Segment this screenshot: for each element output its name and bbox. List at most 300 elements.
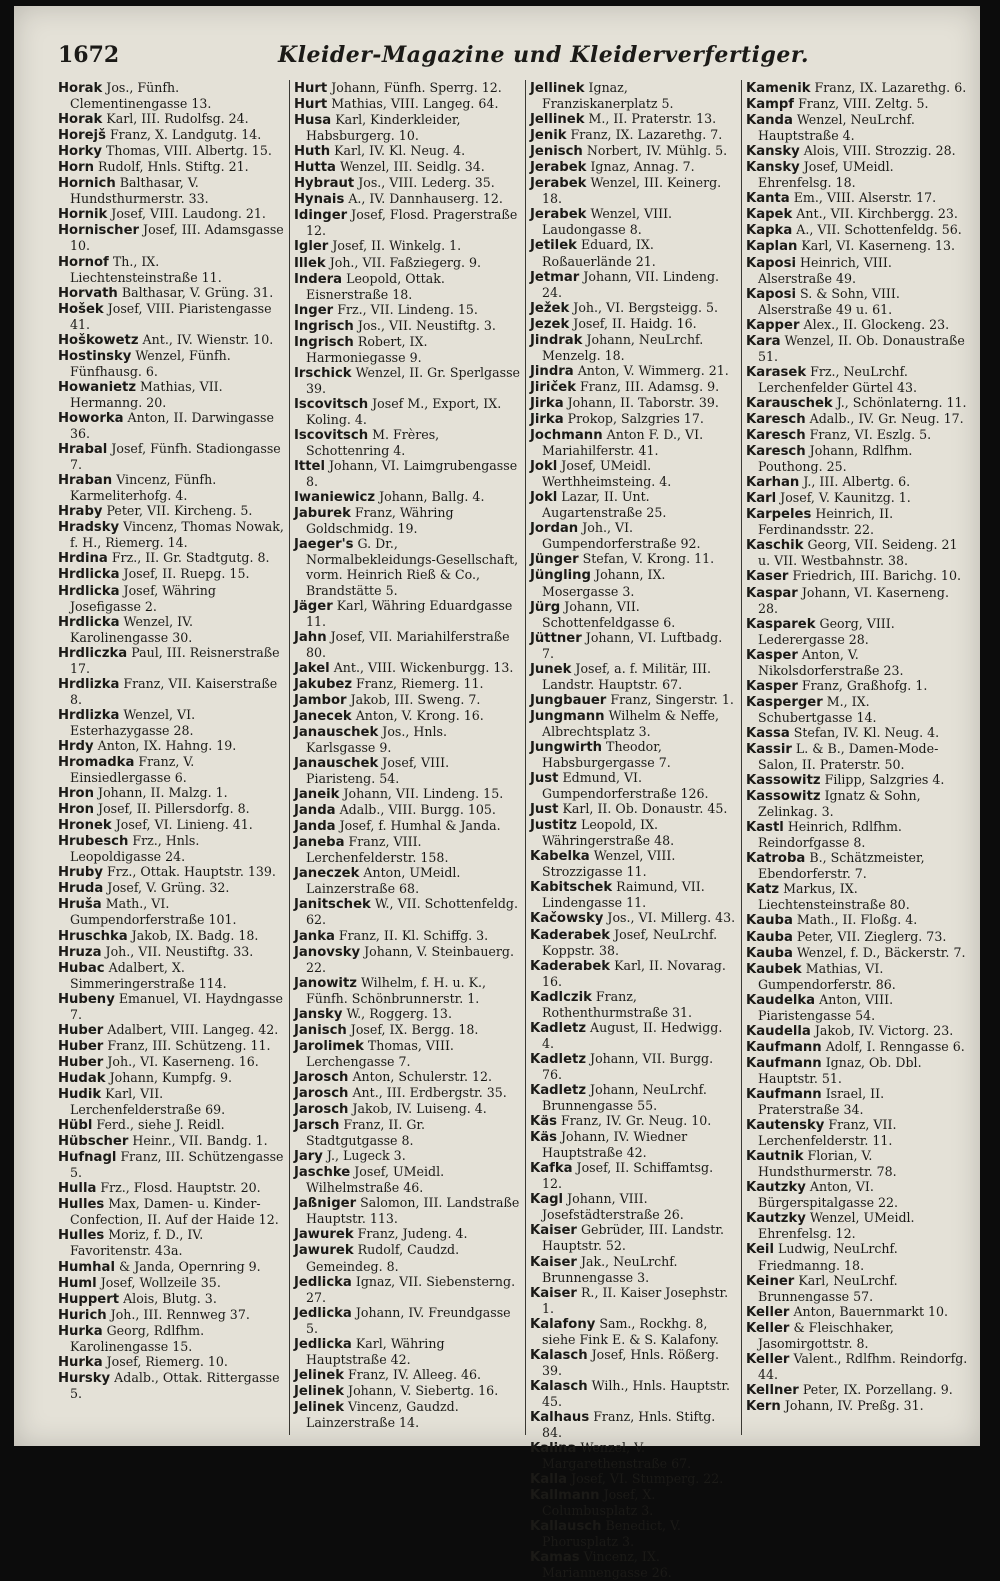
entry-details: Franz, Judeng. 4. <box>357 1226 468 1242</box>
entry-surname: Iscovitsch <box>294 396 369 412</box>
entry-details: Johann, VII. Burgg. 76. <box>542 1050 714 1082</box>
entry-details: Frz., VII. Lindeng. 15. <box>337 301 478 317</box>
entry-surname: Jenik <box>530 128 567 144</box>
directory-entry <box>58 944 284 960</box>
entry-surname: Janisch <box>294 1022 347 1038</box>
directory-entry <box>58 1275 284 1291</box>
directory-entry <box>746 772 968 788</box>
directory-entry <box>294 1226 520 1242</box>
directory-entry <box>746 616 968 647</box>
entry-surname: Janda <box>294 819 336 835</box>
entry-details: Franz, III. Adamsg. 9. <box>580 378 720 394</box>
entry-surname: Kampf <box>746 97 795 113</box>
entry-surname: Kaudella <box>746 1023 811 1039</box>
entry-details: Robert, IX. Harmoniegasse 9. <box>306 333 428 365</box>
entry-details: Karl, VII. Lerchenfelderstraße 69. <box>70 1086 226 1118</box>
entry-details: Ignatz & Sohn, Zelinkag. 3. <box>758 788 921 820</box>
entry-surname: Kagl <box>530 1192 564 1208</box>
directory-entry <box>58 127 284 143</box>
entry-details: Mathias, VIII. Langeg. 64. <box>331 96 499 112</box>
entry-details: Ignaz, Annag. 7. <box>590 159 695 175</box>
entry-surname: Hraban <box>58 473 113 489</box>
directory-entry <box>746 255 968 286</box>
directory-entry <box>746 411 968 427</box>
entry-details: Franz, VI. Eszlg. 5. <box>809 427 932 443</box>
entry-details: Wenzel, UMeidl. Ehrenfelsg. 12. <box>758 1210 915 1242</box>
entry-details: Josef, Währing Josefigasse 2. <box>70 582 216 614</box>
directory-entry <box>58 1070 284 1086</box>
entry-details: Franz, II. Gr. Stadtgutgasse 8. <box>306 1117 426 1149</box>
entry-details: Gebrüder, III. Landstr. Hauptstr. 52. <box>542 1222 724 1254</box>
directory-entry <box>58 410 284 441</box>
entry-details: Anton, VIII. Piaristengasse 54. <box>758 991 894 1023</box>
entry-surname: Janitschek <box>294 897 371 913</box>
entry-details: R., II. Kaiser Josephstr. 1. <box>542 1284 729 1316</box>
directory-entry <box>294 676 520 692</box>
directory-entry <box>294 865 520 896</box>
entry-surname: Hraby <box>58 504 103 520</box>
entry-surname: Kauba <box>746 929 793 945</box>
entry-details: Johann, Kumpfg. 9. <box>109 1069 233 1085</box>
entry-details: Johann, IV. Wiedner Hauptstraße 42. <box>542 1129 688 1161</box>
directory-entry <box>530 1549 736 1580</box>
entry-surname: Kautensky <box>746 1118 825 1134</box>
directory-entry <box>294 1148 520 1164</box>
entry-details: Johann, VII. Lindeng. 24. <box>542 268 720 300</box>
directory-entry <box>746 474 968 490</box>
directory-entry <box>746 222 968 238</box>
entry-surname: Iscovitsch <box>294 428 369 444</box>
entry-surname: Kasperger <box>746 694 823 710</box>
column-4 <box>746 80 968 1438</box>
directory-entry <box>530 489 736 520</box>
entry-details: Heinrich, Rdlfhm. Reindorfgasse 8. <box>758 819 902 851</box>
entry-details: Johann, II. Taborstr. 39. <box>567 394 719 410</box>
entry-details: Johann, NeuLrchf. Menzelg. 18. <box>542 331 704 363</box>
entry-details: Prokop, Salzgries 17. <box>567 410 704 426</box>
directory-entry <box>746 443 968 474</box>
entry-surname: Kamas <box>530 1550 580 1566</box>
entry-details: Josef, NeuLrchf. Koppstr. 38. <box>542 926 718 958</box>
entry-surname: Indera <box>294 271 343 287</box>
entry-surname: Kauba <box>746 945 793 961</box>
entry-surname: Jaburek <box>294 506 351 522</box>
entry-surname: Horak <box>58 112 103 128</box>
entry-details: Rudolf, Hnls. Stiftg. 21. <box>98 159 249 175</box>
entry-details: Anton, II. Darwingasse 36. <box>70 409 274 442</box>
entry-surname: Jedlicka <box>294 1336 352 1352</box>
entry-surname: Janauschek <box>294 724 379 740</box>
directory-entry <box>294 238 520 254</box>
entry-surname: Janka <box>294 928 335 944</box>
entry-surname: Kaposi <box>746 286 796 302</box>
entry-details: Anton, IX. Hahng. 19. <box>97 737 237 753</box>
entry-details: Josef M., Export, IX. Koling. 4. <box>306 395 502 427</box>
entry-details: Frz., II. Gr. Stadtgutg. 8. <box>111 550 270 566</box>
entry-details: Eduard, IX. Roßauerlände 21. <box>542 237 656 269</box>
directory-entry <box>746 96 968 112</box>
entry-surname: Kaser <box>746 569 789 585</box>
entry-surname: Horn <box>58 160 94 176</box>
directory-entry <box>530 661 736 692</box>
entry-surname: Jäger <box>294 598 333 614</box>
entry-details: Anton, UMeidl. Lainzerstraße 68. <box>306 865 461 897</box>
entry-surname: Hostinsky <box>58 348 132 364</box>
entry-details: Balthasar, V. Grüng. 31. <box>121 284 274 300</box>
directory-entry <box>530 332 736 363</box>
entry-details: Georg, VIII. Lederergasse 28. <box>758 615 895 647</box>
directory-entry <box>746 537 968 568</box>
directory-entry <box>58 614 284 645</box>
directory-entry <box>530 692 736 708</box>
entry-surname: Kabelka <box>530 849 590 865</box>
entry-surname: Janeczek <box>294 866 360 882</box>
directory-entry <box>294 505 520 536</box>
entry-details: Wenzel, NeuLrchf. Hauptstraße 4. <box>758 112 915 144</box>
entry-details: Josef, UMeidl. Ehrenfelsg. 18. <box>758 159 894 191</box>
entry-details: Frz., NeuLrchf. Lerchenfelder Gürtel 43. <box>758 363 918 395</box>
entry-details: Lazar, II. Unt. Augartenstraße 25. <box>542 489 667 521</box>
entry-details: Vincenz, Thomas Nowak, f. H., Riemerg. 14. <box>70 519 284 551</box>
entry-details: Joh., III. Rennweg 37. <box>110 1306 250 1322</box>
entry-surname: Kastl <box>746 820 784 836</box>
entry-surname: Jakubez <box>294 676 353 692</box>
entry-details: Raimund, VII. Lindengasse 11. <box>542 879 705 911</box>
directory-entry <box>746 678 968 694</box>
directory-entry <box>746 725 968 741</box>
directory-entry <box>294 598 520 629</box>
entry-surname: Jerabek <box>530 160 587 176</box>
entry-details: L. & B., Damen-Mode-Salon, II. Praterstr. 50. <box>758 740 939 773</box>
directory-entry <box>746 317 968 333</box>
directory-entry <box>746 427 968 443</box>
entry-surname: Huber <box>58 1054 104 1070</box>
directory-entry <box>58 1227 284 1258</box>
entry-details: Franz, Rothenthurmstraße 31. <box>542 988 692 1020</box>
entry-surname: Huppert <box>58 1291 120 1307</box>
directory-entry <box>530 1129 736 1160</box>
entry-surname: Jirka <box>530 411 564 427</box>
entry-surname: Jindra <box>530 363 574 379</box>
entry-details: Wenzel, VIII. Laudongasse 8. <box>542 206 673 238</box>
entry-details: Wenzel, f. D., Bäckerstr. 7. <box>796 944 966 960</box>
entry-surname: Kasper <box>746 678 798 694</box>
entry-details: Thomas, VIII. Lerchengasse 7. <box>306 1037 454 1069</box>
entry-surname: Katroba <box>746 851 806 867</box>
directory-entry <box>746 80 968 96</box>
entry-details: Jos., VI. Millerg. 43. <box>607 910 736 926</box>
entry-details: Johann, VI. Luftbadg. 7. <box>542 629 723 661</box>
entry-details: Joh., VI. Gumpendorferstraße 92. <box>542 520 701 552</box>
directory-entry <box>294 1085 520 1101</box>
directory-entry <box>294 427 520 458</box>
entry-surname: Janowitz <box>294 975 357 991</box>
directory-entry <box>294 708 520 724</box>
entry-surname: Huber <box>58 1038 104 1054</box>
entry-details: Josef, V. Grüng. 32. <box>107 880 230 896</box>
directory-entry <box>58 1323 284 1354</box>
directory-entry <box>746 1351 968 1382</box>
entry-surname: Hrdlicka <box>58 583 120 599</box>
directory-entry <box>746 333 968 364</box>
entry-details: Josef, Hnls. Rößerg. 39. <box>542 1346 719 1378</box>
entry-surname: Horejš <box>58 128 106 144</box>
directory-entry <box>294 802 520 818</box>
entry-details: Karl, II. Novarag. 16. <box>542 957 726 989</box>
entry-surname: Howorka <box>58 410 124 426</box>
directory-entry <box>294 818 520 834</box>
entry-details: Wilhelm & Neffe, Albrechtsplatz 3. <box>542 707 719 739</box>
directory-entry <box>294 318 520 334</box>
directory-entry <box>530 551 736 567</box>
entry-surname: Kellner <box>746 1382 799 1398</box>
entry-surname: Hursky <box>58 1370 111 1386</box>
entry-surname: Hubac <box>58 960 105 976</box>
entry-surname: Jungwirth <box>530 739 603 755</box>
entry-details: Wenzel, III. Keinerg. 18. <box>542 175 722 207</box>
directory-entry <box>530 206 736 237</box>
column-divider <box>741 80 742 1435</box>
directory-entry <box>58 222 284 253</box>
entry-surname: Kaufmann <box>746 1039 822 1055</box>
entry-details: Frz., Hnls. Leopoldigasse 24. <box>70 833 200 865</box>
entry-surname: Jellinek <box>530 81 585 96</box>
entry-details: Jos., Fünfh. Clementinengasse 13. <box>70 80 212 112</box>
entry-surname: Jerabek <box>530 207 587 223</box>
directory-entry <box>530 817 736 848</box>
entry-surname: Jelinek <box>294 1367 344 1383</box>
directory-entry <box>746 190 968 206</box>
directory-entry <box>530 770 736 801</box>
directory-entry <box>746 112 968 143</box>
directory-entry <box>58 1354 284 1370</box>
entry-surname: Kalla <box>530 1472 568 1488</box>
directory-entry <box>58 379 284 410</box>
directory-entry <box>746 490 968 506</box>
directory-entry <box>294 1399 520 1430</box>
directory-entry <box>746 850 968 881</box>
entry-surname: Jürg <box>530 599 561 615</box>
directory-entry <box>530 1160 736 1191</box>
entry-details: Heinrich, VIII. Alserstraße 49. <box>758 254 892 286</box>
entry-surname: Kadlczik <box>530 989 592 1005</box>
entry-details: Josef, a. f. Militär, III. Landstr. Hauptstr. 67. <box>542 660 712 692</box>
directory-entry <box>746 1023 968 1039</box>
entry-surname: Hudak <box>58 1070 106 1086</box>
directory-entry <box>294 629 520 660</box>
directory-entry <box>530 1254 736 1285</box>
entry-surname: Hutta <box>294 160 336 176</box>
directory-entry <box>530 411 736 427</box>
directory-entry <box>294 786 520 802</box>
entry-details: Wilh., Hnls. Hauptstr. 45. <box>542 1377 730 1409</box>
entry-details: Karl, IV. Kl. Neug. 4. <box>334 143 466 159</box>
entry-details: Vincenz, IX. Mariannengasse 26. <box>542 1549 672 1581</box>
directory-entry <box>58 960 284 991</box>
entry-details: Stefan, V. Krong. 11. <box>582 551 715 567</box>
directory-entry <box>746 1398 968 1414</box>
entry-surname: Jirka <box>530 395 564 411</box>
entry-details: J., Schönlaterng. 11. <box>836 394 967 410</box>
entry-details: M. Frères, Schottenring 4. <box>306 427 440 459</box>
directory-entry <box>746 238 968 254</box>
entry-details: Franz, IV. Alleeg. 46. <box>348 1366 482 1382</box>
entry-surname: Hudik <box>58 1087 102 1102</box>
directory-entry <box>746 585 968 616</box>
directory-entry <box>530 1113 736 1129</box>
entry-surname: Kauba <box>746 913 793 929</box>
directory-entry <box>294 255 520 271</box>
directory-entry <box>58 472 284 503</box>
entry-details: Stefan, IV. Kl. Neug. 4. <box>793 724 940 740</box>
directory-entry <box>746 1304 968 1320</box>
directory-entry <box>530 1020 736 1051</box>
entry-surname: Janeik <box>294 787 340 803</box>
entry-surname: Hrdliczka <box>58 645 128 661</box>
directory-entry <box>530 1222 736 1253</box>
entry-details: Vincenz, Gaudzd. Lainzerstraße 14. <box>306 1398 459 1430</box>
entry-details: Anton, VI. Bürgerspitalgasse 22. <box>758 1179 899 1211</box>
directory-entry <box>530 127 736 143</box>
entry-surname: Hronek <box>58 818 112 834</box>
directory-entry <box>530 143 736 159</box>
directory-entry <box>294 536 520 597</box>
entry-details: Franz, IV. Gr. Neug. 10. <box>560 1113 712 1129</box>
directory-entry <box>58 143 284 159</box>
entry-surname: Jarosch <box>294 1102 349 1118</box>
entry-surname: Hubeny <box>58 991 115 1007</box>
entry-details: Markus, IX. Liechtensteinstraße 80. <box>758 881 910 913</box>
entry-details: Franz, IX. Lazarethg. 6. <box>814 80 967 95</box>
entry-details: Edmund, VI. Gumpendorferstraße 126. <box>542 770 709 802</box>
entry-surname: Huber <box>58 1022 104 1038</box>
entry-surname: Jansky <box>294 1006 343 1022</box>
entry-details: Franz, V. Einsiedlergasse 6. <box>70 754 195 786</box>
entry-details: Josef, Wollzeile 35. <box>100 1274 221 1290</box>
directory-entry <box>530 458 736 489</box>
entry-details: Mathias, VII. Hermanng. 20. <box>70 378 223 410</box>
directory-entry <box>58 1370 284 1401</box>
entry-details: Franz, Riemerg. 11. <box>356 675 484 691</box>
entry-surname: Kaiser <box>530 1223 577 1239</box>
directory-entry <box>530 1082 736 1113</box>
entry-surname: Just <box>530 771 559 787</box>
entry-surname: Hrdina <box>58 551 108 567</box>
directory-entry <box>58 1307 284 1323</box>
entry-details: Adolf, I. Renngasse 6. <box>825 1038 965 1054</box>
entry-surname: Kalasch <box>530 1347 588 1363</box>
directory-entry <box>746 819 968 850</box>
entry-details: Benedict, V. Phorusplatz 3. <box>542 1518 681 1550</box>
directory-entry <box>294 755 520 786</box>
directory-entry <box>294 396 520 427</box>
entry-details: M., II. Praterstr. 13. <box>588 111 717 127</box>
entry-surname: Justitz <box>530 818 577 834</box>
entry-surname: Horak <box>58 81 103 96</box>
directory-entry <box>530 175 736 206</box>
entry-surname: Kaplan <box>746 239 798 255</box>
entry-surname: Hurka <box>58 1354 103 1370</box>
entry-details: Adalbert, VIII. Langeg. 42. <box>107 1021 279 1037</box>
entry-surname: Jarolimek <box>294 1038 364 1054</box>
entry-details: Johann, V. Siebertg. 16. <box>348 1382 499 1398</box>
entry-details: Anton F. D., VI. Mariahilferstr. 41. <box>542 427 704 459</box>
directory-entry <box>58 676 284 707</box>
entry-surname: Hoškowetz <box>58 332 139 348</box>
entry-details: Johann, Rdlfhm. Pouthong. 25. <box>758 443 913 475</box>
entry-surname: Karhan <box>746 475 800 491</box>
entry-surname: Kadletz <box>530 1020 587 1036</box>
entry-surname: Jüngling <box>530 568 591 584</box>
directory-entry <box>530 269 736 300</box>
directory-entry <box>58 175 284 206</box>
entry-surname: Hruša <box>58 897 102 913</box>
directory-entry <box>746 286 968 317</box>
directory-entry <box>746 1320 968 1351</box>
directory-entry <box>58 1038 284 1054</box>
entry-details: Israel, II. Praterstraße 34. <box>758 1086 885 1118</box>
directory-entry <box>294 1117 520 1148</box>
entry-details: Josef, IX. Bergg. 18. <box>350 1021 479 1037</box>
page-title: Kleider-Magazine und Kleiderverfertiger. <box>278 42 810 68</box>
entry-surname: Ingrisch <box>294 318 354 334</box>
directory-entry <box>58 348 284 379</box>
directory-entry <box>746 1117 968 1148</box>
column-1 <box>58 80 284 1438</box>
directory-entry <box>530 1285 736 1316</box>
entry-surname: Janecek <box>294 708 352 724</box>
directory-entry <box>746 206 968 222</box>
entry-details: Johann, IV. Preßg. 31. <box>784 1397 924 1413</box>
directory-entry <box>58 206 284 222</box>
directory-entry <box>58 1196 284 1227</box>
directory-entry <box>58 645 284 676</box>
entry-details: Emanuel, VI. Haydngasse 7. <box>70 990 283 1022</box>
entry-surname: Kalasch <box>530 1378 588 1394</box>
entry-surname: Hrubesch <box>58 834 129 850</box>
directory-page <box>14 6 980 1581</box>
entry-details: Franz, Graßhofg. 1. <box>801 677 928 693</box>
directory-entry <box>58 928 284 944</box>
entry-surname: Hurich <box>58 1307 107 1323</box>
directory-entry <box>294 692 520 708</box>
entry-details: Johann, VII. Schottenfeldgasse 6. <box>542 598 676 630</box>
entry-surname: Kaudelka <box>746 992 816 1008</box>
entry-details: Franz, X. Landgutg. 14. <box>109 127 262 143</box>
directory-entry <box>294 1006 520 1022</box>
entry-surname: Hulla <box>58 1181 97 1197</box>
directory-entry <box>58 254 284 285</box>
directory-entry <box>58 738 284 754</box>
entry-details: Johann, IV. Freundgasse 5. <box>306 1304 511 1336</box>
entry-surname: Janeba <box>294 835 345 851</box>
entry-details: Leopold, Ottak. Eisnerstraße 18. <box>306 270 445 302</box>
column-divider <box>525 80 526 1435</box>
entry-surname: Kaiser <box>530 1254 577 1270</box>
entry-details: Wenzel, Fünfh. Fünfhausg. 6. <box>70 347 231 379</box>
directory-entry <box>530 567 736 598</box>
entry-details: Anton, V. Nikolsdorferstraße 23. <box>758 646 904 678</box>
directory-entry <box>530 395 736 411</box>
entry-surname: Jedlicka <box>294 1274 352 1290</box>
directory-entry <box>58 159 284 175</box>
entry-surname: Kaderabek <box>530 927 611 943</box>
entry-surname: Kamenik <box>746 81 811 96</box>
directory-entry <box>530 1316 736 1347</box>
entry-details: Ferd., siehe J. Reidl. <box>96 1117 225 1133</box>
entry-details: Math., II. Floßg. 4. <box>796 912 918 928</box>
directory-entry <box>294 1274 520 1305</box>
